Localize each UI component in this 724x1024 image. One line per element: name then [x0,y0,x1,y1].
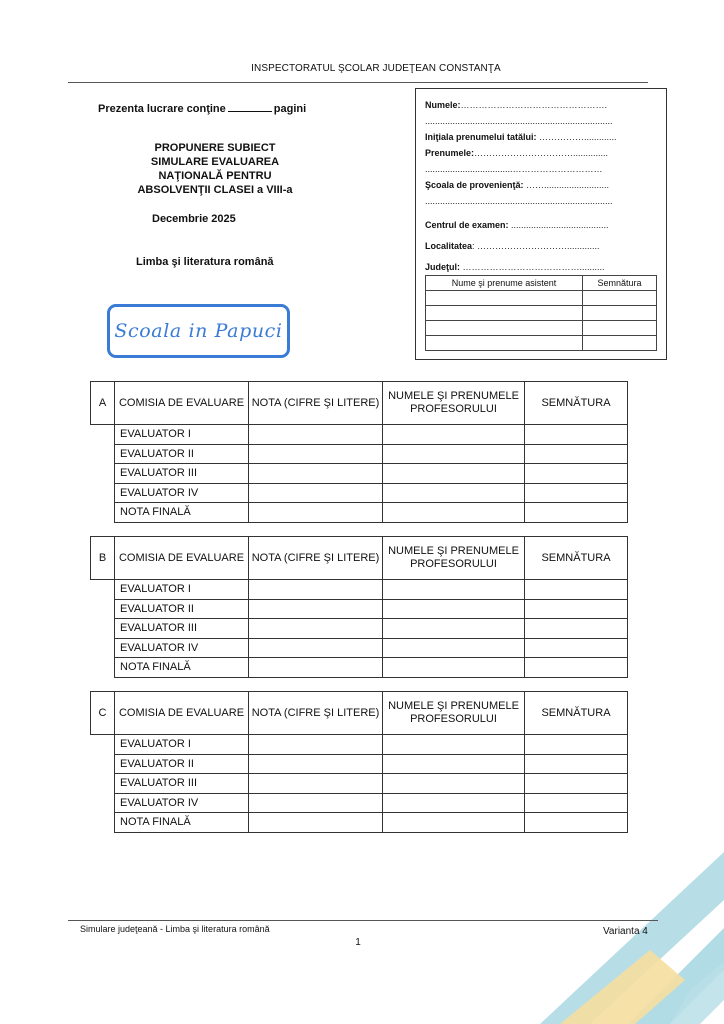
exam-title-line: PROPUNERE SUBIECT [154,142,276,154]
row-label: EVALUATOR III [115,619,249,639]
table-row [91,638,628,658]
row-label: EVALUATOR IV [115,483,249,503]
assistant-table [425,275,657,351]
header-signature: SEMNĂTURA [525,537,628,580]
row-label: EVALUATOR I [115,425,249,445]
dotted-line: ........................................................................... [425,116,613,126]
evaluation-table-c [90,691,628,833]
row-label: EVALUATOR I [115,580,249,600]
row-label: EVALUATOR IV [115,638,249,658]
header-divider [68,82,648,83]
row-label: NOTA FINALĂ [115,813,249,833]
assistant-table-row [426,336,657,351]
evaluation-table-b [90,536,628,678]
school-logo-text: Scoala in Papuci [114,320,283,342]
header-grade: NOTA (CIFRE ŞI LITERE) [249,537,383,580]
header-commission: COMISIA DE EVALUARE [115,382,249,425]
table-letter: B [91,537,115,580]
page-count-suffix: pagini [273,103,307,115]
table-row [91,754,628,774]
row-label: EVALUATOR III [115,464,249,484]
page-count-blank [228,102,272,112]
table-row [91,464,628,484]
row-label: EVALUATOR I [115,735,249,755]
evaluation-table-a [90,381,628,523]
footer-variant: Varianta 4 [603,926,648,937]
first-name-field: Prenumele:…………………………….............. [425,148,609,158]
row-label: NOTA FINALĂ [115,658,249,678]
header-teacher-name: NUMELE ŞI PRENUMELE PROFESORULUI [383,692,525,735]
page-count-prefix: Prezenta lucrare conţine [98,103,226,115]
footer-divider [68,920,658,921]
table-row [91,503,628,523]
header-grade: NOTA (CIFRE ŞI LITERE) [249,692,383,735]
exam-subject: Limba şi literatura română [136,256,274,268]
document-header-title: INSPECTORATUL ŞCOLAR JUDEŢEAN CONSTANŢA [251,63,501,74]
table-row [91,444,628,464]
evaluation-table-header [91,382,628,425]
father-initial-field: Iniţiala prenumelui tatălui: ……………............. [425,132,617,142]
assistant-signature-header: Semnătura [583,276,657,291]
county-field: Judeţul: ………………………………….......... [425,262,605,272]
row-label: EVALUATOR III [115,774,249,794]
school-field: Şcoala de provenienţă: …….......................... [425,180,610,190]
dotted-line: ........................................................................... [425,196,613,206]
table-row [91,774,628,794]
footer-exam-name: Simulare judeţeană - Limba şi literatura română [80,924,270,934]
name-field: Numele:…………………………………………. [425,100,608,110]
assistant-table-row [426,306,657,321]
header-teacher-name: NUMELE ŞI PRENUMELE PROFESORULUI [383,537,525,580]
table-letter: C [91,692,115,735]
table-row [91,658,628,678]
school-logo [107,304,290,358]
assistant-table-row [426,291,657,306]
exam-title-line: ABSOLVENŢII CLASEI a VIII-a [137,184,293,196]
row-label: NOTA FINALĂ [115,503,249,523]
page-count-line [98,102,306,115]
header-grade: NOTA (CIFRE ŞI LITERE) [249,382,383,425]
row-label: EVALUATOR IV [115,793,249,813]
table-row [91,425,628,445]
header-commission: COMISIA DE EVALUARE [115,692,249,735]
header-commission: COMISIA DE EVALUARE [115,537,249,580]
evaluation-table-header [91,537,628,580]
student-id-box [415,88,667,360]
dotted-line: ...................................………………………… [425,164,603,174]
table-row [91,619,628,639]
header-signature: SEMNĂTURA [525,382,628,425]
exam-title [120,141,310,197]
exam-title-line: SIMULARE EVALUAREA [150,156,280,168]
row-label: EVALUATOR II [115,599,249,619]
table-row [91,735,628,755]
assistant-table-row [426,321,657,336]
exam-date: Decembrie 2025 [152,213,236,225]
locality-field: Localitatea: …………………………............. [425,241,600,251]
table-row [91,813,628,833]
table-row [91,580,628,600]
table-row [91,599,628,619]
evaluation-table-header [91,692,628,735]
row-label: EVALUATOR II [115,754,249,774]
assistant-table-header [426,276,657,291]
exam-center-field: Centrul de examen: ....................................... [425,220,609,230]
assistant-name-header: Nume şi prenume asistent [426,276,583,291]
row-label: EVALUATOR II [115,444,249,464]
table-letter: A [91,382,115,425]
header-teacher-name: NUMELE ŞI PRENUMELE PROFESORULUI [383,382,525,425]
exam-title-line: NAŢIONALĂ PENTRU [158,170,272,182]
page-number: 1 [355,937,361,948]
header-signature: SEMNĂTURA [525,692,628,735]
table-row [91,793,628,813]
table-row [91,483,628,503]
